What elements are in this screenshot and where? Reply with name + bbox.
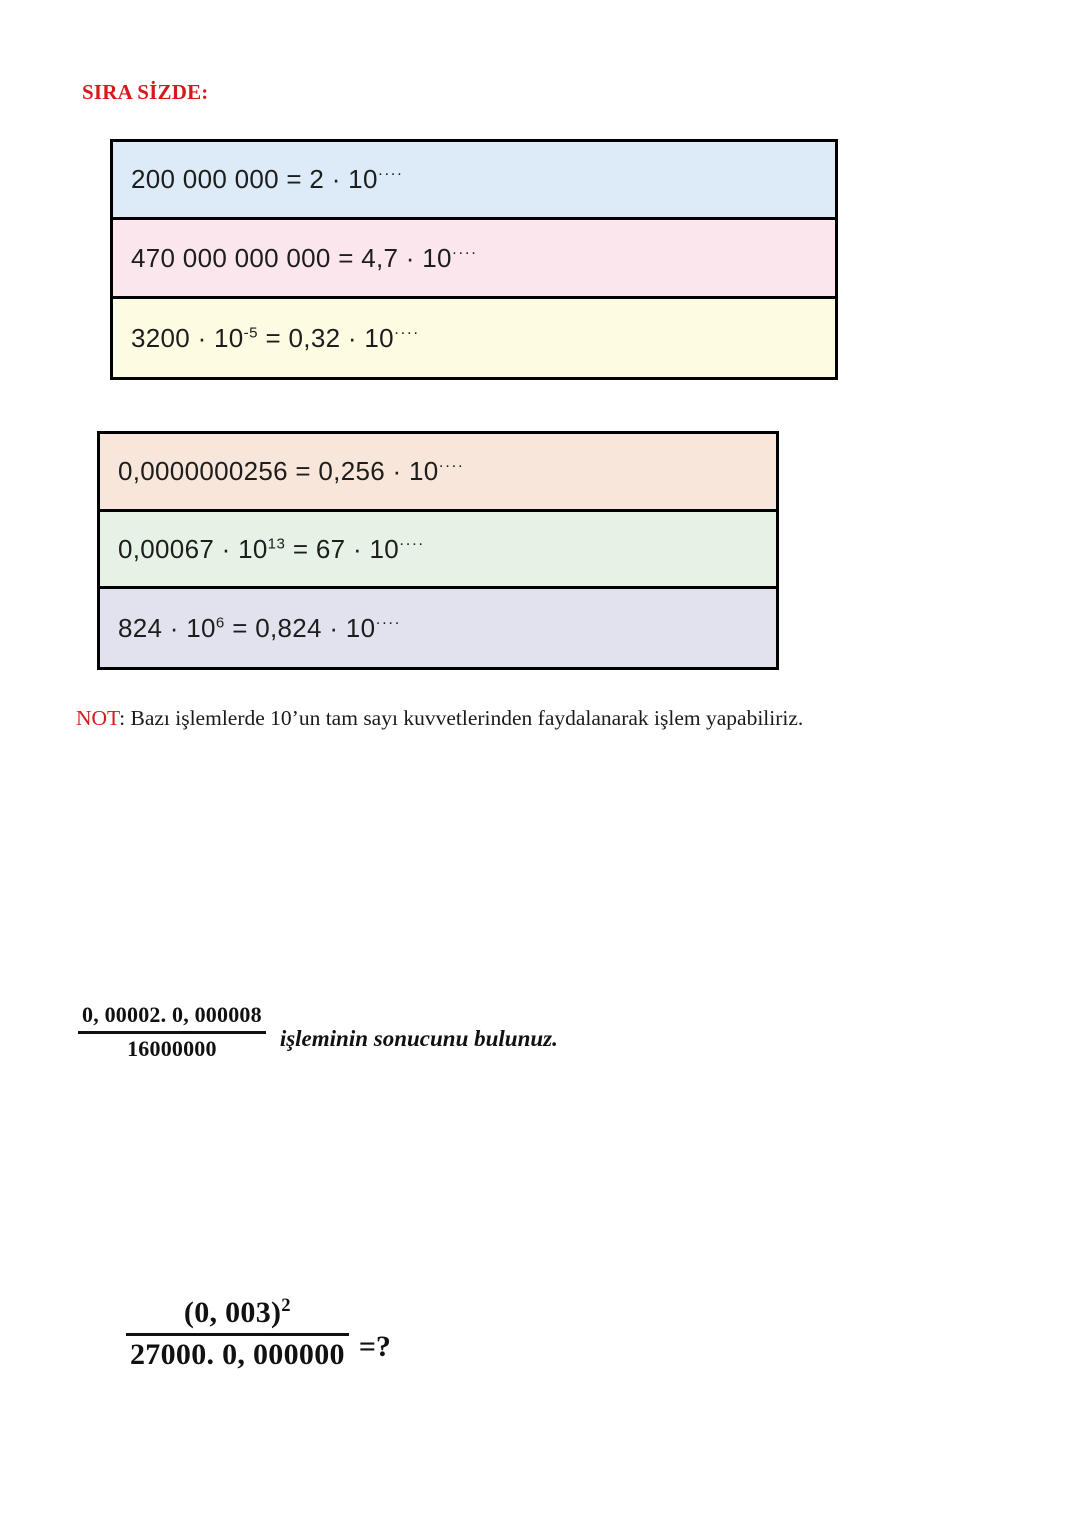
exponent: -5 <box>243 323 258 341</box>
fraction-denominator: 16000000 <box>127 1036 217 1061</box>
equation-text: 200 000 000 = 2 · 10···· <box>131 164 404 195</box>
table-row <box>113 220 835 298</box>
table-row <box>113 299 835 377</box>
blank-dots: ···· <box>398 534 425 553</box>
table-row <box>113 142 835 220</box>
note-paragraph <box>76 703 846 734</box>
fraction-two <box>126 1296 349 1372</box>
exercise-table-two <box>97 431 779 670</box>
note-text: : Bazı işlemlerde 10’un tam sayı kuvvetlerinden faydalanarak işlem yapabiliriz. <box>119 706 804 730</box>
blank-dots: ···· <box>438 456 464 475</box>
equation-text: 470 000 000 000 = 4,7 · 10···· <box>131 242 478 273</box>
table-row <box>100 512 776 590</box>
question-two <box>126 1296 391 1372</box>
page-title: SIRA SİZDE: <box>82 80 209 104</box>
fraction-bar <box>78 1031 266 1034</box>
fraction-numerator: 0, 00002. 0, 000008 <box>82 1002 262 1027</box>
fraction-one <box>78 1002 266 1062</box>
exercise-table-one <box>110 139 838 380</box>
table-row <box>100 589 776 667</box>
equation-text: $824 \cdot 10^6 = 0,824 \cdot 10^{\cdot\cdot\cdot\cdot}$ <box>118 612 401 643</box>
equation-text: 0,0000000256 = 0,256 · 10···· <box>118 456 464 487</box>
question-one-text: işleminin sonucunu bulunuz. <box>279 1026 558 1051</box>
fraction-numerator: (0, 003)$^2$ <box>183 1295 291 1329</box>
note-label: NOT <box>76 706 120 730</box>
exponent: 13 <box>267 535 286 553</box>
blank-dots: ···· <box>375 613 401 632</box>
equals-question-mark: =? <box>358 1330 391 1363</box>
exponent: 2 <box>281 1295 291 1316</box>
fraction-bar <box>126 1333 349 1336</box>
equation-text: $0,00067 \cdot 10^{13} = 67 \cdot 10^{\cdot\cdot\cdot\cdot}$ <box>118 533 425 564</box>
table-row <box>100 434 776 512</box>
blank-dots: ···· <box>377 164 404 183</box>
equation-text: $3200 \cdot 10^{-5} = 0,32 \cdot 10^{\cdot\cdot\cdot\cdot}$ <box>131 322 420 353</box>
exponent: 6 <box>215 614 225 632</box>
question-one <box>78 1002 558 1062</box>
blank-dots: ···· <box>451 243 478 262</box>
blank-dots: ···· <box>393 322 420 341</box>
fraction-denominator: 27000. 0, 000000 <box>130 1338 345 1371</box>
